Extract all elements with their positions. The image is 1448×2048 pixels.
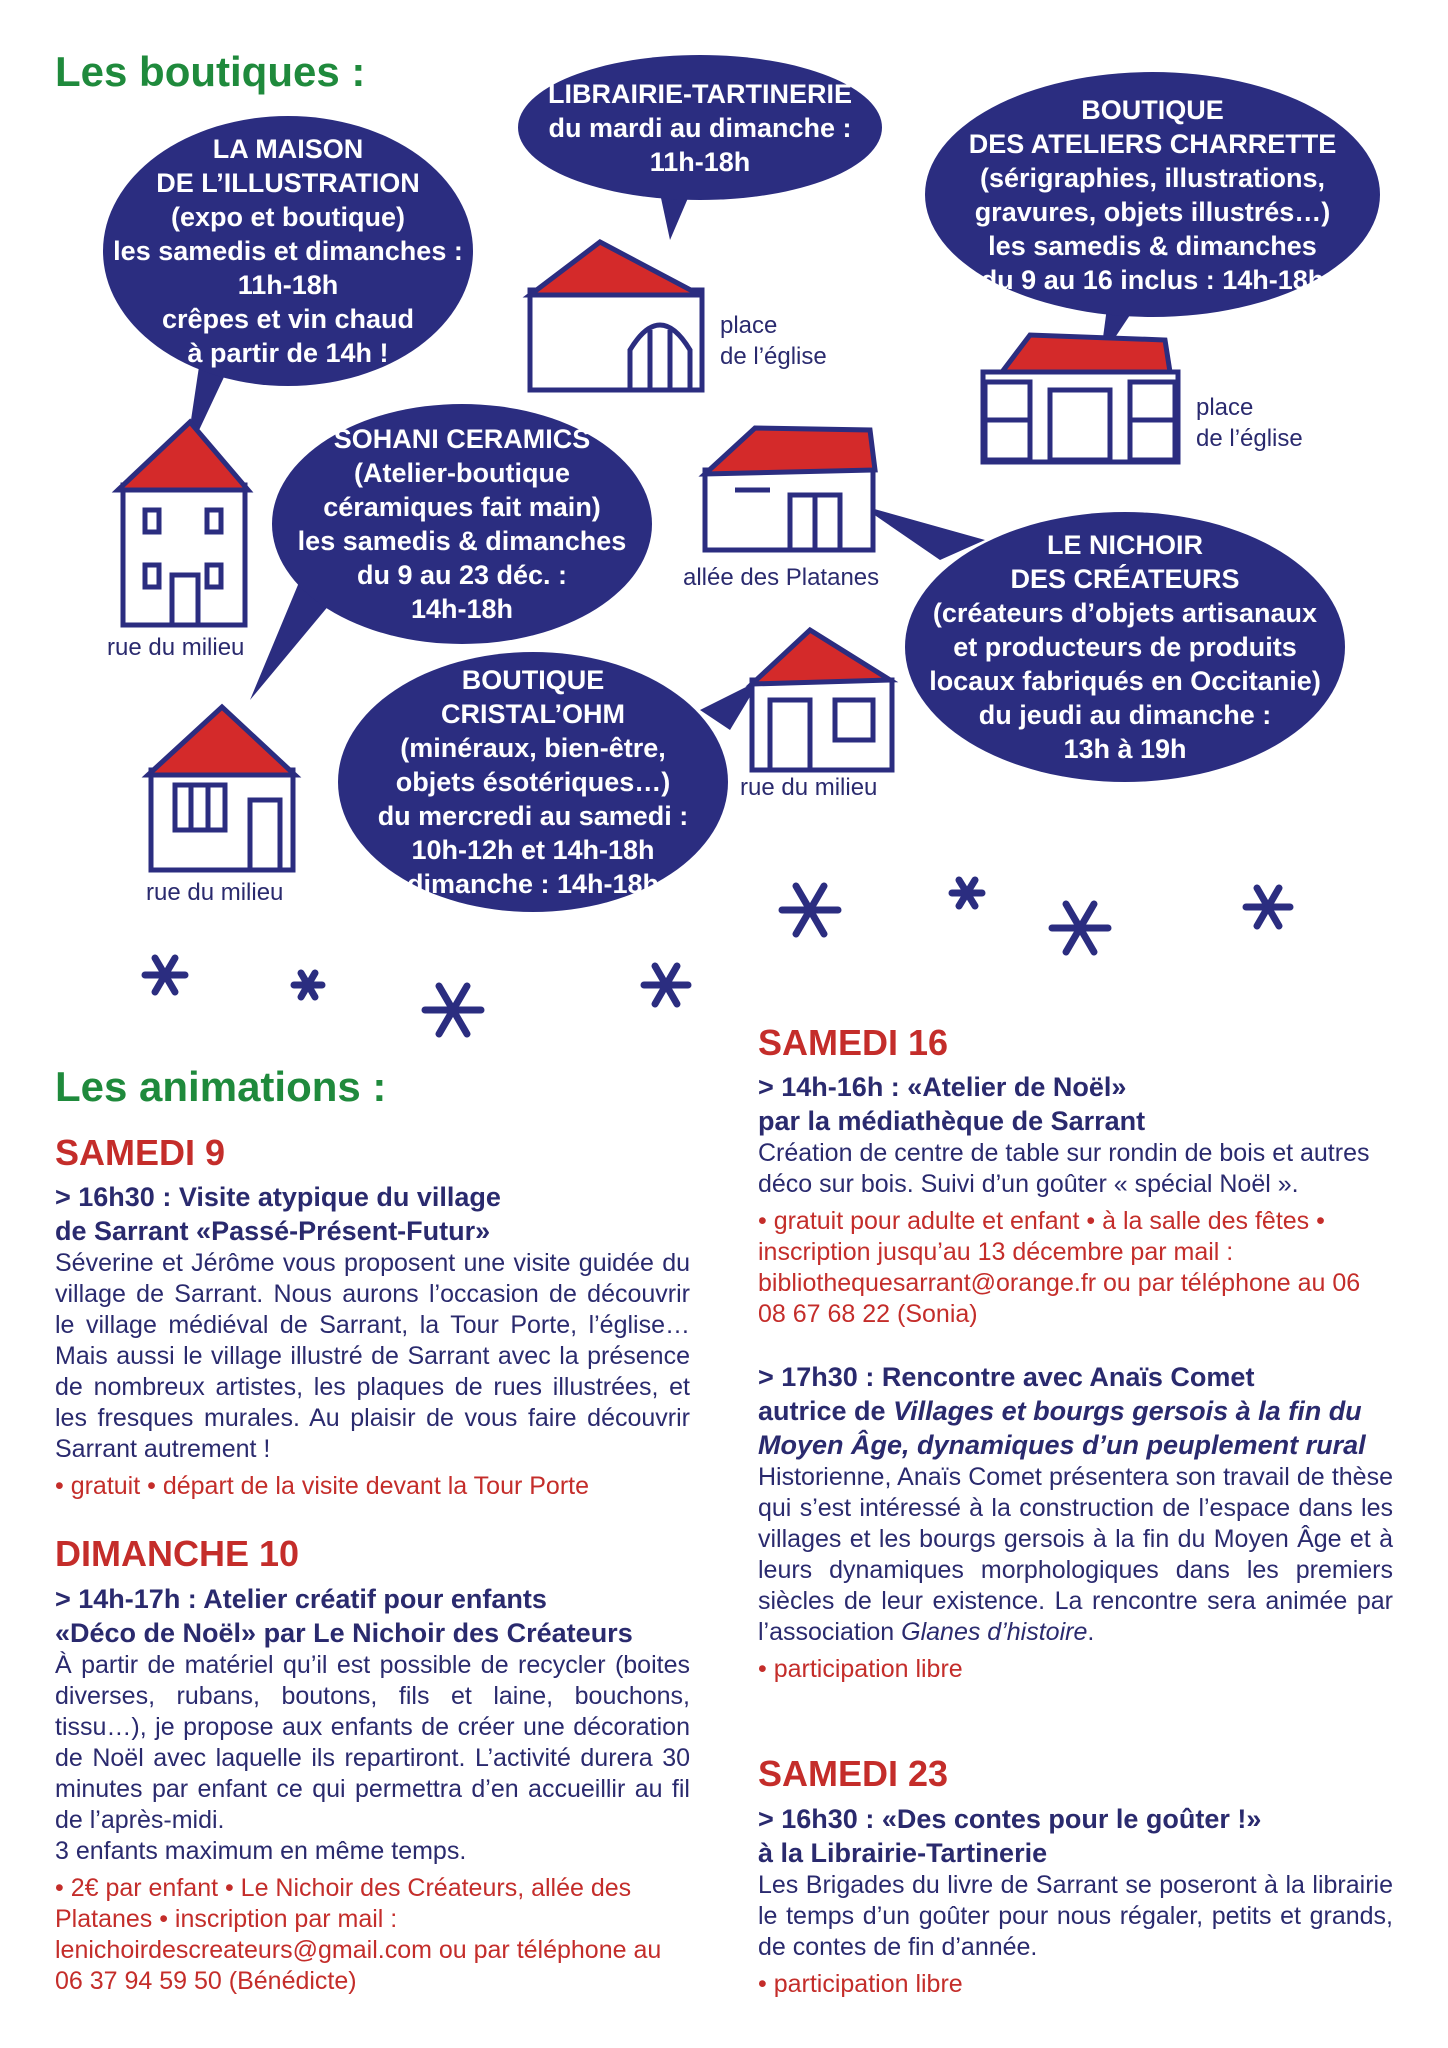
house-librairie-icon <box>530 242 702 390</box>
event-samedi-16-rencontre <box>758 1360 1393 1685</box>
star-icon <box>1246 888 1290 926</box>
event-description: Historienne, Anaïs Comet présentera son travail de thèse qui s’est intéressé à la construction de l’espace dans les villages et les bourgs gersois à la fin du Moyen Âge et à leurs dynamiques morphologiques dans les premiers siècles de leur existence. La rencontre sera animée par l’association Glanes d’histoire. <box>758 1463 1393 1646</box>
bubble-sohani-ceramics: SOHANI CERAMICS (Atelier-boutique céramiques fait main) les samedis & dimanches du 9 au 23 déc. : 14h-18h <box>272 404 652 644</box>
bubble-ateliers-charrette: BOUTIQUE DES ATELIERS CHARRETTE (sérigraphies, illustrations, gravures, objets illustrés…) les samedis & dimanches du 9 au 16 inclus : 14h-18h <box>925 72 1380 317</box>
event-title: > 16h30 : «Des contes pour le goûter !» à la Librairie-Tartinerie <box>758 1804 1262 1868</box>
event-description: Création de centre de table sur rondin de bois et autres déco sur bois. Suivi d’un goûter « spécial Noël ». <box>758 1139 1370 1198</box>
day-samedi-9: SAMEDI 9 <box>55 1132 226 1173</box>
bubble-tail-nichoir <box>860 505 985 560</box>
house-charrette-icon <box>983 335 1178 462</box>
event-title: > 14h-17h : Atelier créatif pour enfants «Déco de Noël» par Le Nichoir des Créateurs <box>55 1584 633 1648</box>
day-samedi-23: SAMEDI 23 <box>758 1753 949 1794</box>
star-icon <box>952 880 982 906</box>
event-info: • participation libre <box>758 1655 963 1683</box>
house-milieu-icon <box>148 707 295 870</box>
event-info: • gratuit pour adulte et enfant • à la salle des fêtes • inscription jusqu’au 13 décembre par mail : bibliothequesarrant@orange.fr ou par téléphone au 06 08 67 68 22 (Sonia) <box>758 1207 1361 1328</box>
star-icon <box>145 958 185 992</box>
event-title: > 14h-16h : «Atelier de Noël» par la médiathèque de Sarrant <box>758 1072 1146 1136</box>
star-icon <box>782 886 838 934</box>
place-label-eglise: place de l’église <box>720 312 827 370</box>
event-description: Séverine et Jérôme vous proposent une visite guidée du village de Sarrant. Nous aurons l’occasion de découvrir le village médiéval de Sarrant, la Tour Porte, l’église… Mais aussi le village illustré de Sarrant avec la présence de nombreux artistes, les plaques de rues illustrées, et les fresques murales. Au plaisir de vous faire découvrir Sarrant autrement ! <box>55 1249 690 1463</box>
event-description-note: 3 enfants maximum en même temps. <box>55 1837 467 1865</box>
event-info: • participation libre <box>758 1970 963 1998</box>
house-platanes-icon <box>705 428 875 550</box>
event-samedi-23 <box>758 1802 1393 2000</box>
place-label-rue-milieu: rue du milieu <box>146 879 284 906</box>
place-label-allee-platanes: allée des Platanes <box>683 564 880 591</box>
bubble-nichoir-createurs: LE NICHOIR DES CRÉATEURS (créateurs d’objets artisanaux et producteurs de produits locaux fabriqués en Occitanie) du jeudi au dimanche : 13h à 19h <box>905 512 1345 782</box>
day-samedi-16: SAMEDI 16 <box>758 1022 949 1063</box>
event-info: • 2€ par enfant • Le Nichoir des Créateurs, allée des Platanes • inscription par mail : lenichoirdescreateurs@gmail.com ou par téléphone au 06 37 94 59 50 (Bénédicte) <box>55 1874 662 1995</box>
star-icon <box>644 966 688 1004</box>
event-title: > 17h30 : Rencontre avec Anaïs Comet autrice de Villages et bourgs gersois à la fin du Moyen Âge, dynamiques d’un peuplement rural <box>758 1362 1366 1460</box>
star-icon <box>294 973 322 997</box>
place-label-rue-milieu: rue du milieu <box>107 634 245 661</box>
event-samedi-16-atelier <box>758 1070 1393 1330</box>
bubble-maison-illustration: LA MAISON DE L’ILLUSTRATION (expo et boutique) les samedis et dimanches : 11h-18h crêpes et vin chaud à partir de 14h ! <box>103 116 473 386</box>
house-milieu-right-icon <box>752 630 892 770</box>
animations-heading: Les animations : <box>55 1063 387 1110</box>
place-label-eglise: place de l’église <box>1196 394 1303 452</box>
event-description: Les Brigades du livre de Sarrant se poseront à la librairie le temps d’un goûter pour nous régaler, petits et grands, de contes de fin d’année. <box>758 1871 1393 1961</box>
stars <box>145 880 1290 1034</box>
event-description: À partir de matériel qu’il est possible de recycler (boites diverses, rubans, boutons, fils et laine, bouchons, tissu…), je propose aux enfants de créer une décoration de Noël avec laquelle ils repartiront. L’activité durera 30 minutes par enfant ce qui permettra d’en accueillir au fil de l’après-midi. <box>55 1651 690 1834</box>
day-dimanche-10: DIMANCHE 10 <box>55 1533 300 1574</box>
event-title: > 16h30 : Visite atypique du village de Sarrant «Passé-Présent-Futur» <box>55 1182 501 1246</box>
bubble-librairie-tartinerie: LIBRAIRIE-TARTINERIE du mardi au dimanche : 11h-18h <box>518 55 882 200</box>
star-icon <box>1052 904 1108 952</box>
bubble-cristal-ohm: BOUTIQUE CRISTAL’OHM (minéraux, bien-être, objets ésotériques…) du mercredi au samedi : 10h-12h et 14h-18h dimanche : 14h-18h <box>338 652 728 912</box>
place-label-rue-milieu: rue du milieu <box>740 774 878 801</box>
star-icon <box>425 986 481 1034</box>
boutiques-heading: Les boutiques : <box>55 48 366 95</box>
event-samedi-9 <box>55 1180 690 1502</box>
house-maison-icon <box>118 422 248 625</box>
event-info: • gratuit • départ de la visite devant la Tour Porte <box>55 1472 590 1500</box>
event-dimanche-10 <box>55 1582 690 1997</box>
